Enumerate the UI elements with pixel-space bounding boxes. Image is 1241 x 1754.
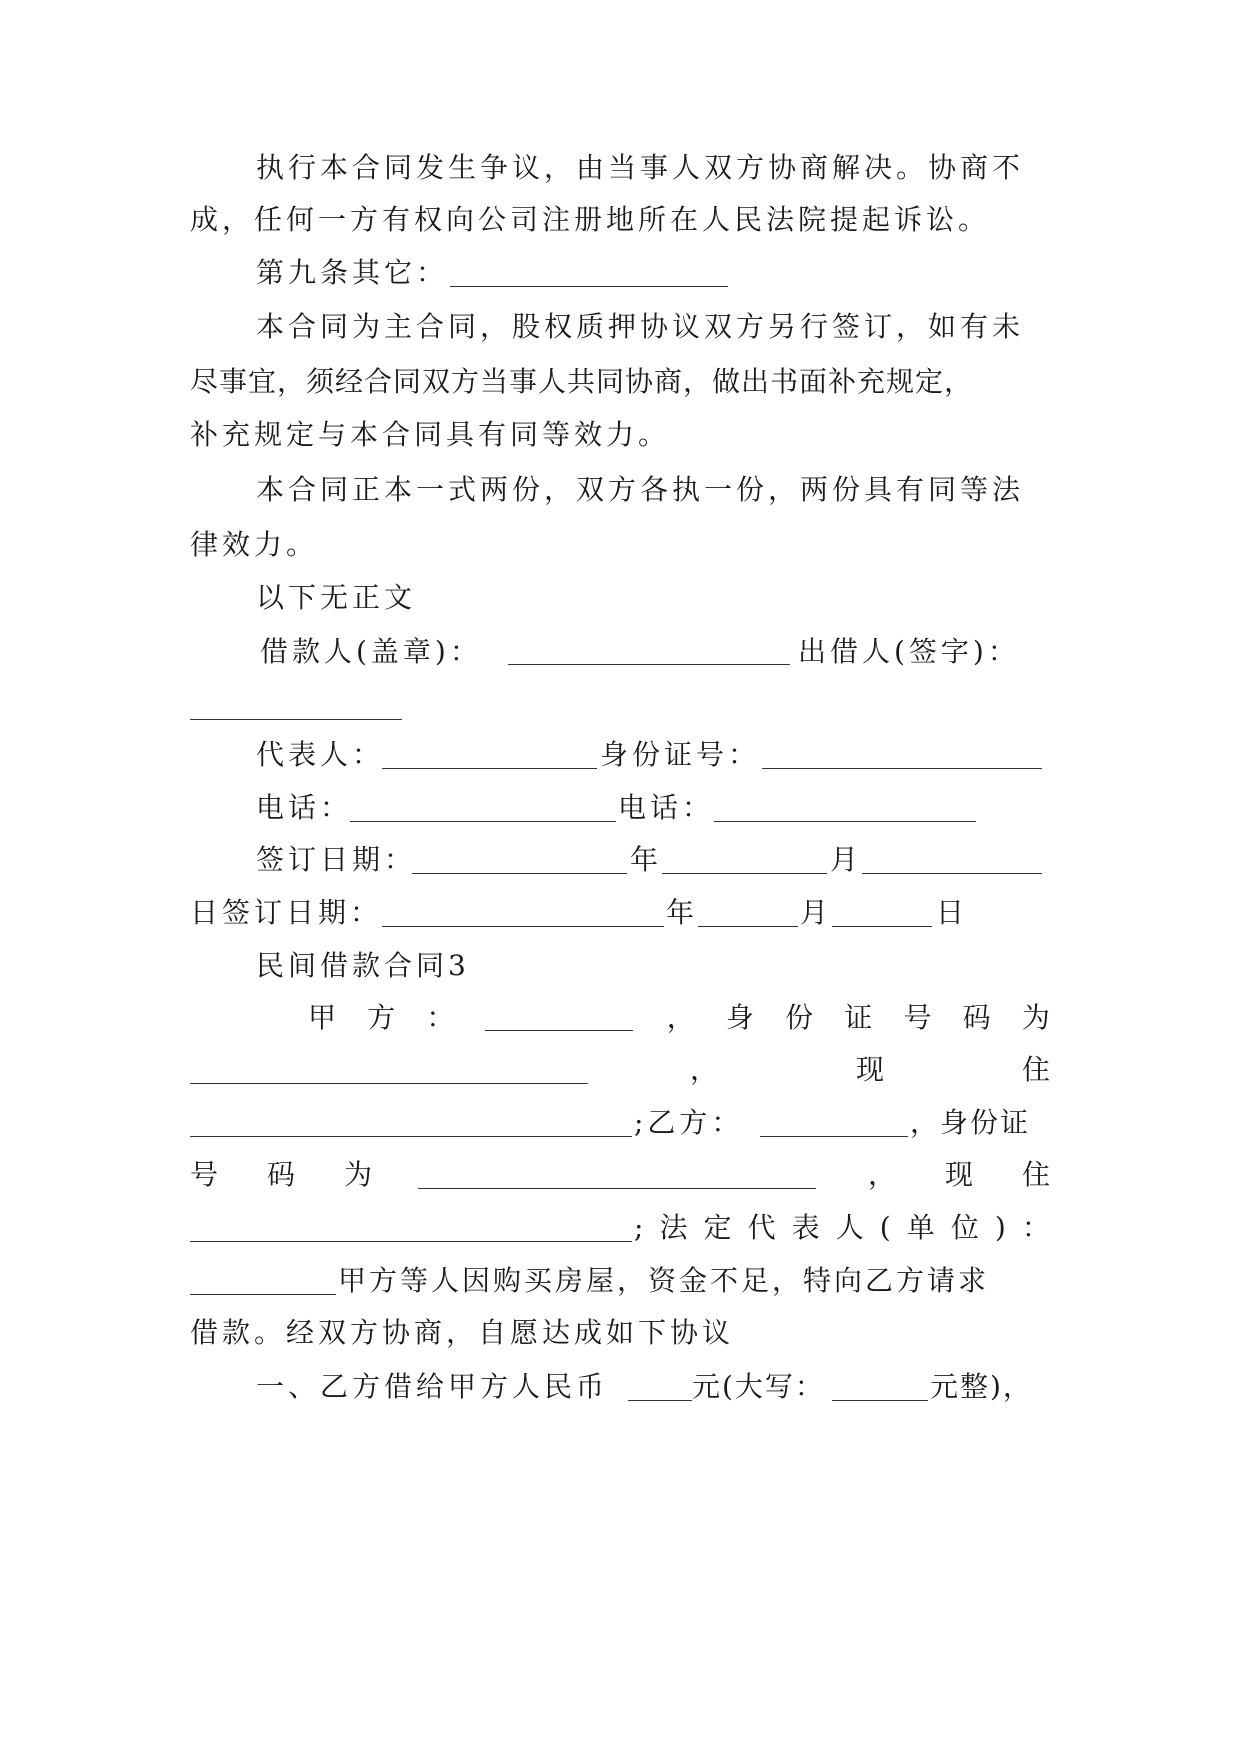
clause-1-text: 元(大写： xyxy=(692,1370,825,1403)
blank-line xyxy=(418,1188,816,1189)
blank-line xyxy=(190,1294,336,1295)
blank-line xyxy=(762,768,1042,769)
end-of-text-note: 以下无正文 xyxy=(256,581,417,614)
blank-line xyxy=(190,1241,632,1242)
blank-line xyxy=(190,1083,588,1084)
blank-line xyxy=(412,873,627,874)
party-b-label: ;乙方： xyxy=(634,1106,744,1139)
clause-1-text: 元整)， xyxy=(930,1370,1033,1403)
text-char: ; xyxy=(634,1211,644,1244)
text-char: ： xyxy=(1021,1211,1050,1244)
text-char: 表 xyxy=(791,1211,820,1244)
text-char: 定 xyxy=(703,1211,732,1244)
text-char: 住 xyxy=(1021,1053,1050,1086)
paragraph-line: 本合同为主合同，股权质押协议双方另行签订，如有未 xyxy=(256,310,1025,343)
blank-line xyxy=(628,1400,692,1401)
month-label: 月 xyxy=(800,896,833,929)
contract-title: 民间借款合同3 xyxy=(256,949,470,982)
paragraph-line: 补充规定与本合同具有同等效力。 xyxy=(190,418,671,451)
phone-label: 电话： xyxy=(256,791,353,824)
blank-gap xyxy=(421,1155,819,1195)
article-9-label: 第九条其它： xyxy=(256,256,449,289)
party-b-id-line xyxy=(190,1155,1050,1195)
phone-label: 电话： xyxy=(618,791,715,824)
text-char: 号 xyxy=(190,1158,219,1191)
text-char: 为 xyxy=(1021,1001,1050,1034)
text-char: 法 xyxy=(659,1211,688,1244)
paragraph-line: 借款。经双方协商，自愿达成如下协议 xyxy=(190,1316,735,1349)
text-char: 单 xyxy=(906,1211,935,1244)
blank-line xyxy=(190,719,402,720)
text-char: 份 xyxy=(785,1001,814,1034)
text-char: ， xyxy=(867,1158,896,1191)
paragraph-line: 尽事宜，须经合同双方当事人共同协商，做出书面补充规定， xyxy=(190,365,974,398)
blank-line xyxy=(190,1136,632,1137)
text-char: 码 xyxy=(267,1158,296,1191)
blank-line xyxy=(382,768,597,769)
text-char: ( xyxy=(879,1211,891,1244)
year-label: 年 xyxy=(630,843,663,876)
id-number-label: 身份证号： xyxy=(600,738,761,771)
blank-line xyxy=(508,664,790,665)
text-char: ) xyxy=(994,1211,1006,1244)
blank-line xyxy=(760,1136,908,1137)
year-label: 年 xyxy=(666,896,699,929)
text-char: 甲 xyxy=(308,1001,337,1034)
text-char: 码 xyxy=(962,1001,991,1034)
paragraph-line: 本合同正本一式两份，双方各执一份，两份具有同等法 xyxy=(256,473,1025,506)
blank-line xyxy=(350,821,616,822)
month-label: 月 xyxy=(830,843,863,876)
text-char: 现 xyxy=(855,1053,884,1086)
text-char: 代 xyxy=(747,1211,776,1244)
address-line xyxy=(690,1050,1050,1090)
representative-label: 代表人： xyxy=(256,738,385,771)
text-char: 现 xyxy=(944,1158,973,1191)
text-char: ， xyxy=(666,1001,695,1034)
blank-line xyxy=(862,873,1042,874)
text-char: 位 xyxy=(950,1211,979,1244)
day-label: 日 xyxy=(936,896,969,929)
lender-signature-label: 出借人(签字)： xyxy=(798,635,1020,668)
blank-line xyxy=(662,873,827,874)
text-char: 人 xyxy=(835,1211,864,1244)
borrower-seal-label: 借款人(盖章)： xyxy=(260,635,482,668)
blank-line xyxy=(832,926,932,927)
legal-rep-line xyxy=(634,1208,1050,1248)
text-char: 为 xyxy=(344,1158,373,1191)
blank-gap xyxy=(486,998,636,1038)
clause-1-text: 一、乙方借给甲方人民币 xyxy=(256,1370,609,1403)
blank-line xyxy=(382,926,664,927)
sign-date-label: 签订日期： xyxy=(256,843,417,876)
blank-line xyxy=(450,286,728,287)
text-char: 住 xyxy=(1021,1158,1050,1191)
paragraph-line: 甲方等人因购买房屋，资金不足，特向乙方请求 xyxy=(338,1264,990,1297)
text-char: 身 xyxy=(725,1001,754,1034)
text-char: ， xyxy=(690,1053,719,1086)
blank-line xyxy=(485,1030,633,1031)
sign-date-label: 日签订日期： xyxy=(190,896,383,929)
paragraph-line: 执行本合同发生争议，由当事人双方协商解决。协商不 xyxy=(256,151,1025,184)
blank-line xyxy=(698,926,798,927)
paragraph-line: 律效力。 xyxy=(190,528,319,561)
id-label: ，身份证 xyxy=(910,1106,1031,1139)
paragraph-line: 成，任何一方有权向公司注册地所在人民法院提起诉讼。 xyxy=(190,203,991,236)
text-char: 方 xyxy=(367,1001,396,1034)
blank-line xyxy=(832,1400,928,1401)
party-a-line xyxy=(308,998,1050,1038)
text-char: 号 xyxy=(903,1001,932,1034)
text-char: ： xyxy=(426,1001,455,1034)
blank-line xyxy=(714,821,976,822)
text-char: 证 xyxy=(844,1001,873,1034)
